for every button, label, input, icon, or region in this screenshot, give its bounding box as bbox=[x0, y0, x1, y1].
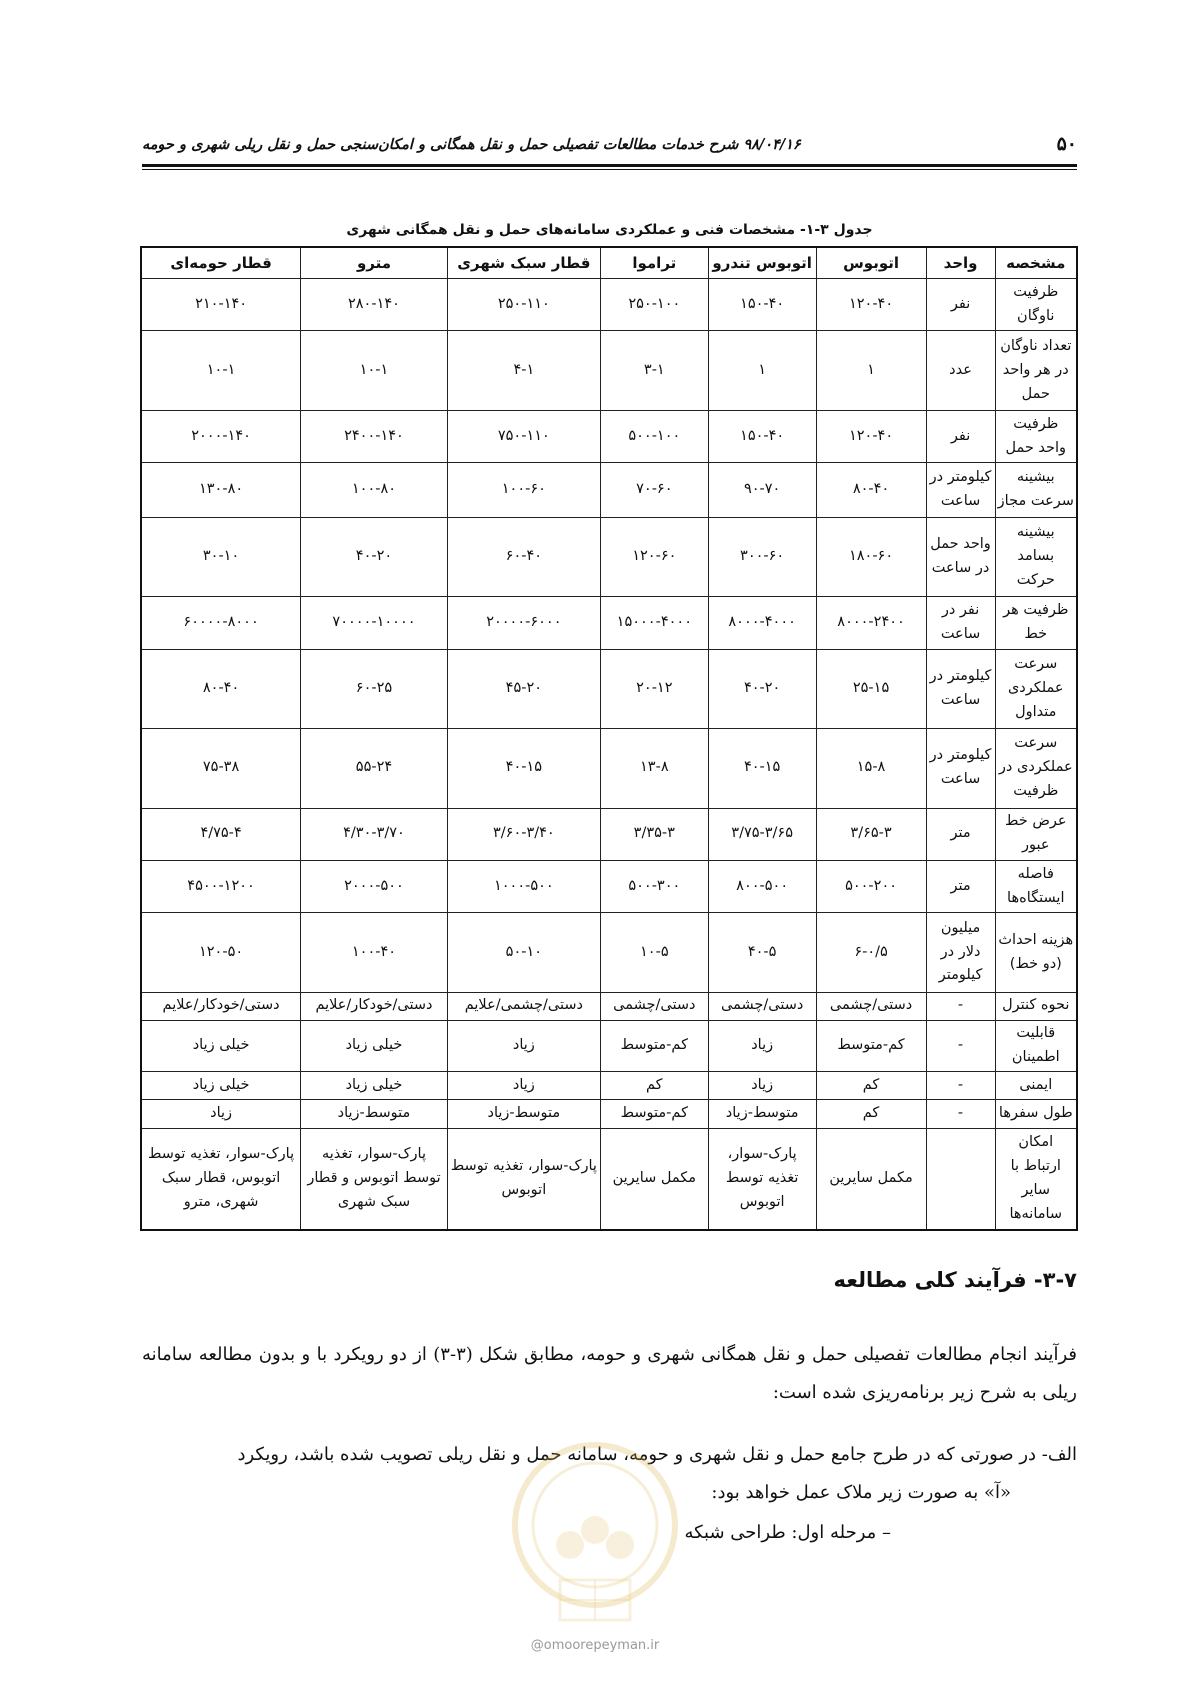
table-cell: ۶۰-۲۵ bbox=[301, 649, 448, 729]
table-cell: ۵۰۰-۲۰۰ bbox=[816, 860, 926, 912]
table-body bbox=[141, 279, 1077, 1231]
table-cell: ۱۳۰-۸۰ bbox=[141, 463, 301, 517]
table-cell: ۲۰-۱۲ bbox=[600, 649, 708, 729]
row-label-cell: نحوه کنترل bbox=[995, 992, 1077, 1020]
table-cell: ۳۰۰-۶۰ bbox=[708, 517, 816, 597]
table-row bbox=[141, 463, 1077, 517]
unit-cell: - bbox=[926, 992, 995, 1020]
table-cell: پارک-سوار، تغذیه توسط اتوبوس bbox=[447, 1128, 600, 1230]
table-row bbox=[141, 331, 1077, 411]
table-cell: متوسط-زیاد bbox=[447, 1100, 600, 1128]
table-cell: ۸۰۰۰-۲۴۰۰ bbox=[816, 597, 926, 649]
unit-cell: نفر در ساعت bbox=[926, 597, 995, 649]
table-cell: ۲۰۰۰۰-۶۰۰۰ bbox=[447, 597, 600, 649]
table-cell: ۴/۷۵-۴ bbox=[141, 808, 301, 860]
table-cell: متوسط-زیاد bbox=[708, 1100, 816, 1128]
watermark-logo-icon bbox=[500, 1430, 690, 1670]
row-label-cell: بیشینه بسامد حرکت bbox=[995, 517, 1077, 597]
table-cell: خیلی زیاد bbox=[301, 1072, 448, 1100]
row-label-cell: ظرفیت واحد حمل bbox=[995, 410, 1077, 462]
table-cell: ۴۵۰۰-۱۲۰۰ bbox=[141, 860, 301, 912]
unit-cell: میلیون دلار در کیلومتر bbox=[926, 913, 995, 993]
table-cell: ۳/۶۰-۳/۴۰ bbox=[447, 808, 600, 860]
unit-cell: - bbox=[926, 1072, 995, 1100]
table-cell: خیلی زیاد bbox=[141, 1021, 301, 1072]
table-cell: پارک-سوار، تغذیه توسط اتوبوس و قطار سبک شهری bbox=[301, 1128, 448, 1230]
table-cell: ۸۰۰-۵۰۰ bbox=[708, 860, 816, 912]
table-header: اتوبوس تندرو bbox=[708, 247, 816, 279]
table-cell: دستی/چشمی bbox=[708, 992, 816, 1020]
table-cell: دستی/چشمی/علایم bbox=[447, 992, 600, 1020]
table-cell: ۴۰-۱۵ bbox=[708, 729, 816, 809]
table-row bbox=[141, 597, 1077, 649]
page-number: ۵۰ bbox=[1056, 133, 1077, 155]
table-header: قطار سبک شهری bbox=[447, 247, 600, 279]
unit-cell: - bbox=[926, 1100, 995, 1128]
table-cell: مکمل سایرین bbox=[600, 1128, 708, 1230]
bullet-item: – مرحله اول: طراحی شبکه bbox=[684, 1522, 891, 1543]
table-cell: ۱۰-۵ bbox=[600, 913, 708, 993]
row-label-cell: قابلیت اطمینان bbox=[995, 1021, 1077, 1072]
table-cell: ۶-۰/۵ bbox=[816, 913, 926, 993]
table-cell: ۲۵۰-۱۰۰ bbox=[600, 279, 708, 331]
table-cell: ۴۵-۲۰ bbox=[447, 649, 600, 729]
table-cell: زیاد bbox=[447, 1021, 600, 1072]
header-title: ۹۸/۰۴/۱۶ شرح خدمات مطالعات تفصیلی حمل و نقل همگانی و امکان‌سنجی حمل و نقل ریلی شهری و حومه bbox=[142, 135, 801, 153]
table-cell: ۸۰-۴۰ bbox=[816, 463, 926, 517]
table-cell: ۵۰۰-۳۰۰ bbox=[600, 860, 708, 912]
table-cell: ۶۰-۴۰ bbox=[447, 517, 600, 597]
table-row bbox=[141, 808, 1077, 860]
table-cell: ۵۰-۱۰ bbox=[447, 913, 600, 993]
row-label-cell: امکان ارتباط با سایر سامانه‌ها bbox=[995, 1128, 1077, 1230]
row-label-cell: ظرفیت ناوگان bbox=[995, 279, 1077, 331]
table-cell: ۸۰۰۰-۴۰۰۰ bbox=[708, 597, 816, 649]
table-row bbox=[141, 1100, 1077, 1128]
table-cell: مکمل سایرین bbox=[816, 1128, 926, 1230]
table-cell: خیلی زیاد bbox=[301, 1021, 448, 1072]
page-header bbox=[142, 128, 1077, 160]
table-header-row bbox=[141, 247, 1077, 279]
table-cell: ۱۰-۱ bbox=[301, 331, 448, 411]
table-caption: جدول ۳-۱- مشخصات فنی و عملکردی سامانه‌های حمل و نقل همگانی شهری bbox=[346, 222, 873, 238]
table-cell: ۴۰-۲۰ bbox=[708, 649, 816, 729]
table-cell: ۱ bbox=[816, 331, 926, 411]
table-row bbox=[141, 279, 1077, 331]
table-cell: ۷۰۰۰۰-۱۰۰۰۰ bbox=[301, 597, 448, 649]
table-cell: زیاد bbox=[708, 1021, 816, 1072]
row-label-cell: سرعت عملکردی متداول bbox=[995, 649, 1077, 729]
table-cell: دستی/خودکار/علایم bbox=[141, 992, 301, 1020]
row-label-cell: بیشینه سرعت مجاز bbox=[995, 463, 1077, 517]
table-cell: زیاد bbox=[141, 1100, 301, 1128]
table-cell: ۲۴۰۰-۱۴۰ bbox=[301, 410, 448, 462]
row-label-cell: سرعت عملکردی در ظرفیت bbox=[995, 729, 1077, 809]
row-label-cell: ظرفیت هر خط bbox=[995, 597, 1077, 649]
paragraph: «آ» به صورت زیر ملاک عمل خواهد بود: bbox=[711, 1482, 1011, 1503]
table-cell: ۱۲۰-۶۰ bbox=[600, 517, 708, 597]
table-cell: ۱۲۰-۵۰ bbox=[141, 913, 301, 993]
paragraph: فرآیند انجام مطالعات تفصیلی حمل و نقل همگانی شهری و حومه، مطابق شکل (۳-۳) از دو رویکرد با و بدون مطالعه سامانه ریلی به شرح زیر برنامه‌ریزی شده است: bbox=[142, 1344, 1077, 1403]
row-label-cell: فاصله ایستگاه‌ها bbox=[995, 860, 1077, 912]
table-cell: ۲۵۰-۱۱۰ bbox=[447, 279, 600, 331]
table-cell: ۱۸۰-۶۰ bbox=[816, 517, 926, 597]
table-cell: خیلی زیاد bbox=[141, 1072, 301, 1100]
table-cell: کم-متوسط bbox=[816, 1021, 926, 1072]
table-cell: ۵۰۰-۱۰۰ bbox=[600, 410, 708, 462]
table-cell: ۱۰-۱ bbox=[141, 331, 301, 411]
unit-cell: واحد حمل در ساعت bbox=[926, 517, 995, 597]
unit-cell: عدد bbox=[926, 331, 995, 411]
table-header: قطار حومه‌ای bbox=[141, 247, 301, 279]
table-cell: متوسط-زیاد bbox=[301, 1100, 448, 1128]
table-cell: ۲۰۰۰-۱۴۰ bbox=[141, 410, 301, 462]
table-row bbox=[141, 729, 1077, 809]
table-cell: ۲۸۰-۱۴۰ bbox=[301, 279, 448, 331]
unit-cell: کیلومتر در ساعت bbox=[926, 649, 995, 729]
table-cell: ۱۲۰-۴۰ bbox=[816, 410, 926, 462]
table-cell: ۱۳-۸ bbox=[600, 729, 708, 809]
table-row bbox=[141, 860, 1077, 912]
unit-cell bbox=[926, 1128, 995, 1230]
table-cell: پارک-سوار، تغذیه توسط اتوبوس، قطار سبک شهری، مترو bbox=[141, 1128, 301, 1230]
table-cell: ۱۰۰-۶۰ bbox=[447, 463, 600, 517]
table-cell: ۳/۶۵-۳ bbox=[816, 808, 926, 860]
table-header: اتوبوس bbox=[816, 247, 926, 279]
row-label-cell: هزینه احداث (دو خط) bbox=[995, 913, 1077, 993]
table-row bbox=[141, 649, 1077, 729]
table-cell: ۱۵-۸ bbox=[816, 729, 926, 809]
table-cell: ۴/۳۰-۳/۷۰ bbox=[301, 808, 448, 860]
table-cell: پارک-سوار، تغذیه توسط اتوبوس bbox=[708, 1128, 816, 1230]
table-cell: ۱۵۰۰۰-۴۰۰۰ bbox=[600, 597, 708, 649]
table-cell: ۹۰-۷۰ bbox=[708, 463, 816, 517]
table-row bbox=[141, 992, 1077, 1020]
unit-cell: متر bbox=[926, 808, 995, 860]
table-row bbox=[141, 517, 1077, 597]
paragraph: الف- در صورتی که در طرح جامع حمل و نقل شهری و حومه، سامانه حمل و نقل ریلی تصویب شده باشد، رویکرد bbox=[237, 1444, 1077, 1465]
table-cell: ۷۵۰-۱۱۰ bbox=[447, 410, 600, 462]
table-cell: ۳-۱ bbox=[600, 331, 708, 411]
table-cell: ۱۰۰-۸۰ bbox=[301, 463, 448, 517]
table-cell: ۴-۱ bbox=[447, 331, 600, 411]
spec-table bbox=[140, 246, 1078, 1231]
table-cell: ۱۵۰-۴۰ bbox=[708, 410, 816, 462]
row-label-cell: عرض خط عبور bbox=[995, 808, 1077, 860]
table-cell: زیاد bbox=[708, 1072, 816, 1100]
unit-cell: کیلومتر در ساعت bbox=[926, 463, 995, 517]
table-cell: ۴۰-۱۵ bbox=[447, 729, 600, 809]
unit-cell: کیلومتر در ساعت bbox=[926, 729, 995, 809]
watermark-url: @omoorepeyman.ir bbox=[530, 1638, 660, 1653]
unit-cell: متر bbox=[926, 860, 995, 912]
table-cell: ۱ bbox=[708, 331, 816, 411]
table-header: واحد bbox=[926, 247, 995, 279]
table-cell: ۱۵۰-۴۰ bbox=[708, 279, 816, 331]
table-cell: ۴۰-۲۰ bbox=[301, 517, 448, 597]
unit-cell: - bbox=[926, 1021, 995, 1072]
table-cell: کم-متوسط bbox=[600, 1021, 708, 1072]
table-cell: ۳/۷۵-۳/۶۵ bbox=[708, 808, 816, 860]
table-row bbox=[141, 1128, 1077, 1230]
row-label-cell: ایمنی bbox=[995, 1072, 1077, 1100]
table-cell: ۳/۳۵-۳ bbox=[600, 808, 708, 860]
table-header: مترو bbox=[301, 247, 448, 279]
table-cell: ۱۰۰-۴۰ bbox=[301, 913, 448, 993]
table-cell: ۱۲۰-۴۰ bbox=[816, 279, 926, 331]
table-cell: ۸۰-۴۰ bbox=[141, 649, 301, 729]
table-cell: زیاد bbox=[447, 1072, 600, 1100]
table-cell: کم bbox=[816, 1072, 926, 1100]
table-header: تراموا bbox=[600, 247, 708, 279]
table-cell: ۷۰-۶۰ bbox=[600, 463, 708, 517]
row-label-cell: طول سفرها bbox=[995, 1100, 1077, 1128]
table-cell: کم bbox=[600, 1072, 708, 1100]
table-cell: ۲۰۰۰-۵۰۰ bbox=[301, 860, 448, 912]
table-header: مشخصه bbox=[995, 247, 1077, 279]
table-row bbox=[141, 913, 1077, 993]
table-cell: ۴۰-۵ bbox=[708, 913, 816, 993]
section-heading: ۳-۷- فرآیند کلی مطالعه bbox=[833, 1268, 1077, 1292]
table-cell: ۲۱۰-۱۴۰ bbox=[141, 279, 301, 331]
unit-cell: نفر bbox=[926, 279, 995, 331]
table-cell: کم-متوسط bbox=[600, 1100, 708, 1128]
unit-cell: نفر bbox=[926, 410, 995, 462]
table-row bbox=[141, 1072, 1077, 1100]
table-cell: دستی/چشمی bbox=[816, 992, 926, 1020]
table-cell: دستی/خودکار/علایم bbox=[301, 992, 448, 1020]
row-label-cell: تعداد ناوگان در هر واحد حمل bbox=[995, 331, 1077, 411]
table-row bbox=[141, 1021, 1077, 1072]
table-cell: ۳۰-۱۰ bbox=[141, 517, 301, 597]
header-rule bbox=[142, 164, 1077, 167]
table-row bbox=[141, 410, 1077, 462]
table-cell: ۲۵-۱۵ bbox=[816, 649, 926, 729]
header-rule-thin bbox=[142, 169, 1077, 170]
table-cell: ۵۵-۲۴ bbox=[301, 729, 448, 809]
table-cell: ۶۰۰۰۰-۸۰۰۰ bbox=[141, 597, 301, 649]
table-cell: دستی/چشمی bbox=[600, 992, 708, 1020]
table-cell: ۷۵-۳۸ bbox=[141, 729, 301, 809]
table-cell: ۱۰۰۰-۵۰۰ bbox=[447, 860, 600, 912]
table-cell: کم bbox=[816, 1100, 926, 1128]
